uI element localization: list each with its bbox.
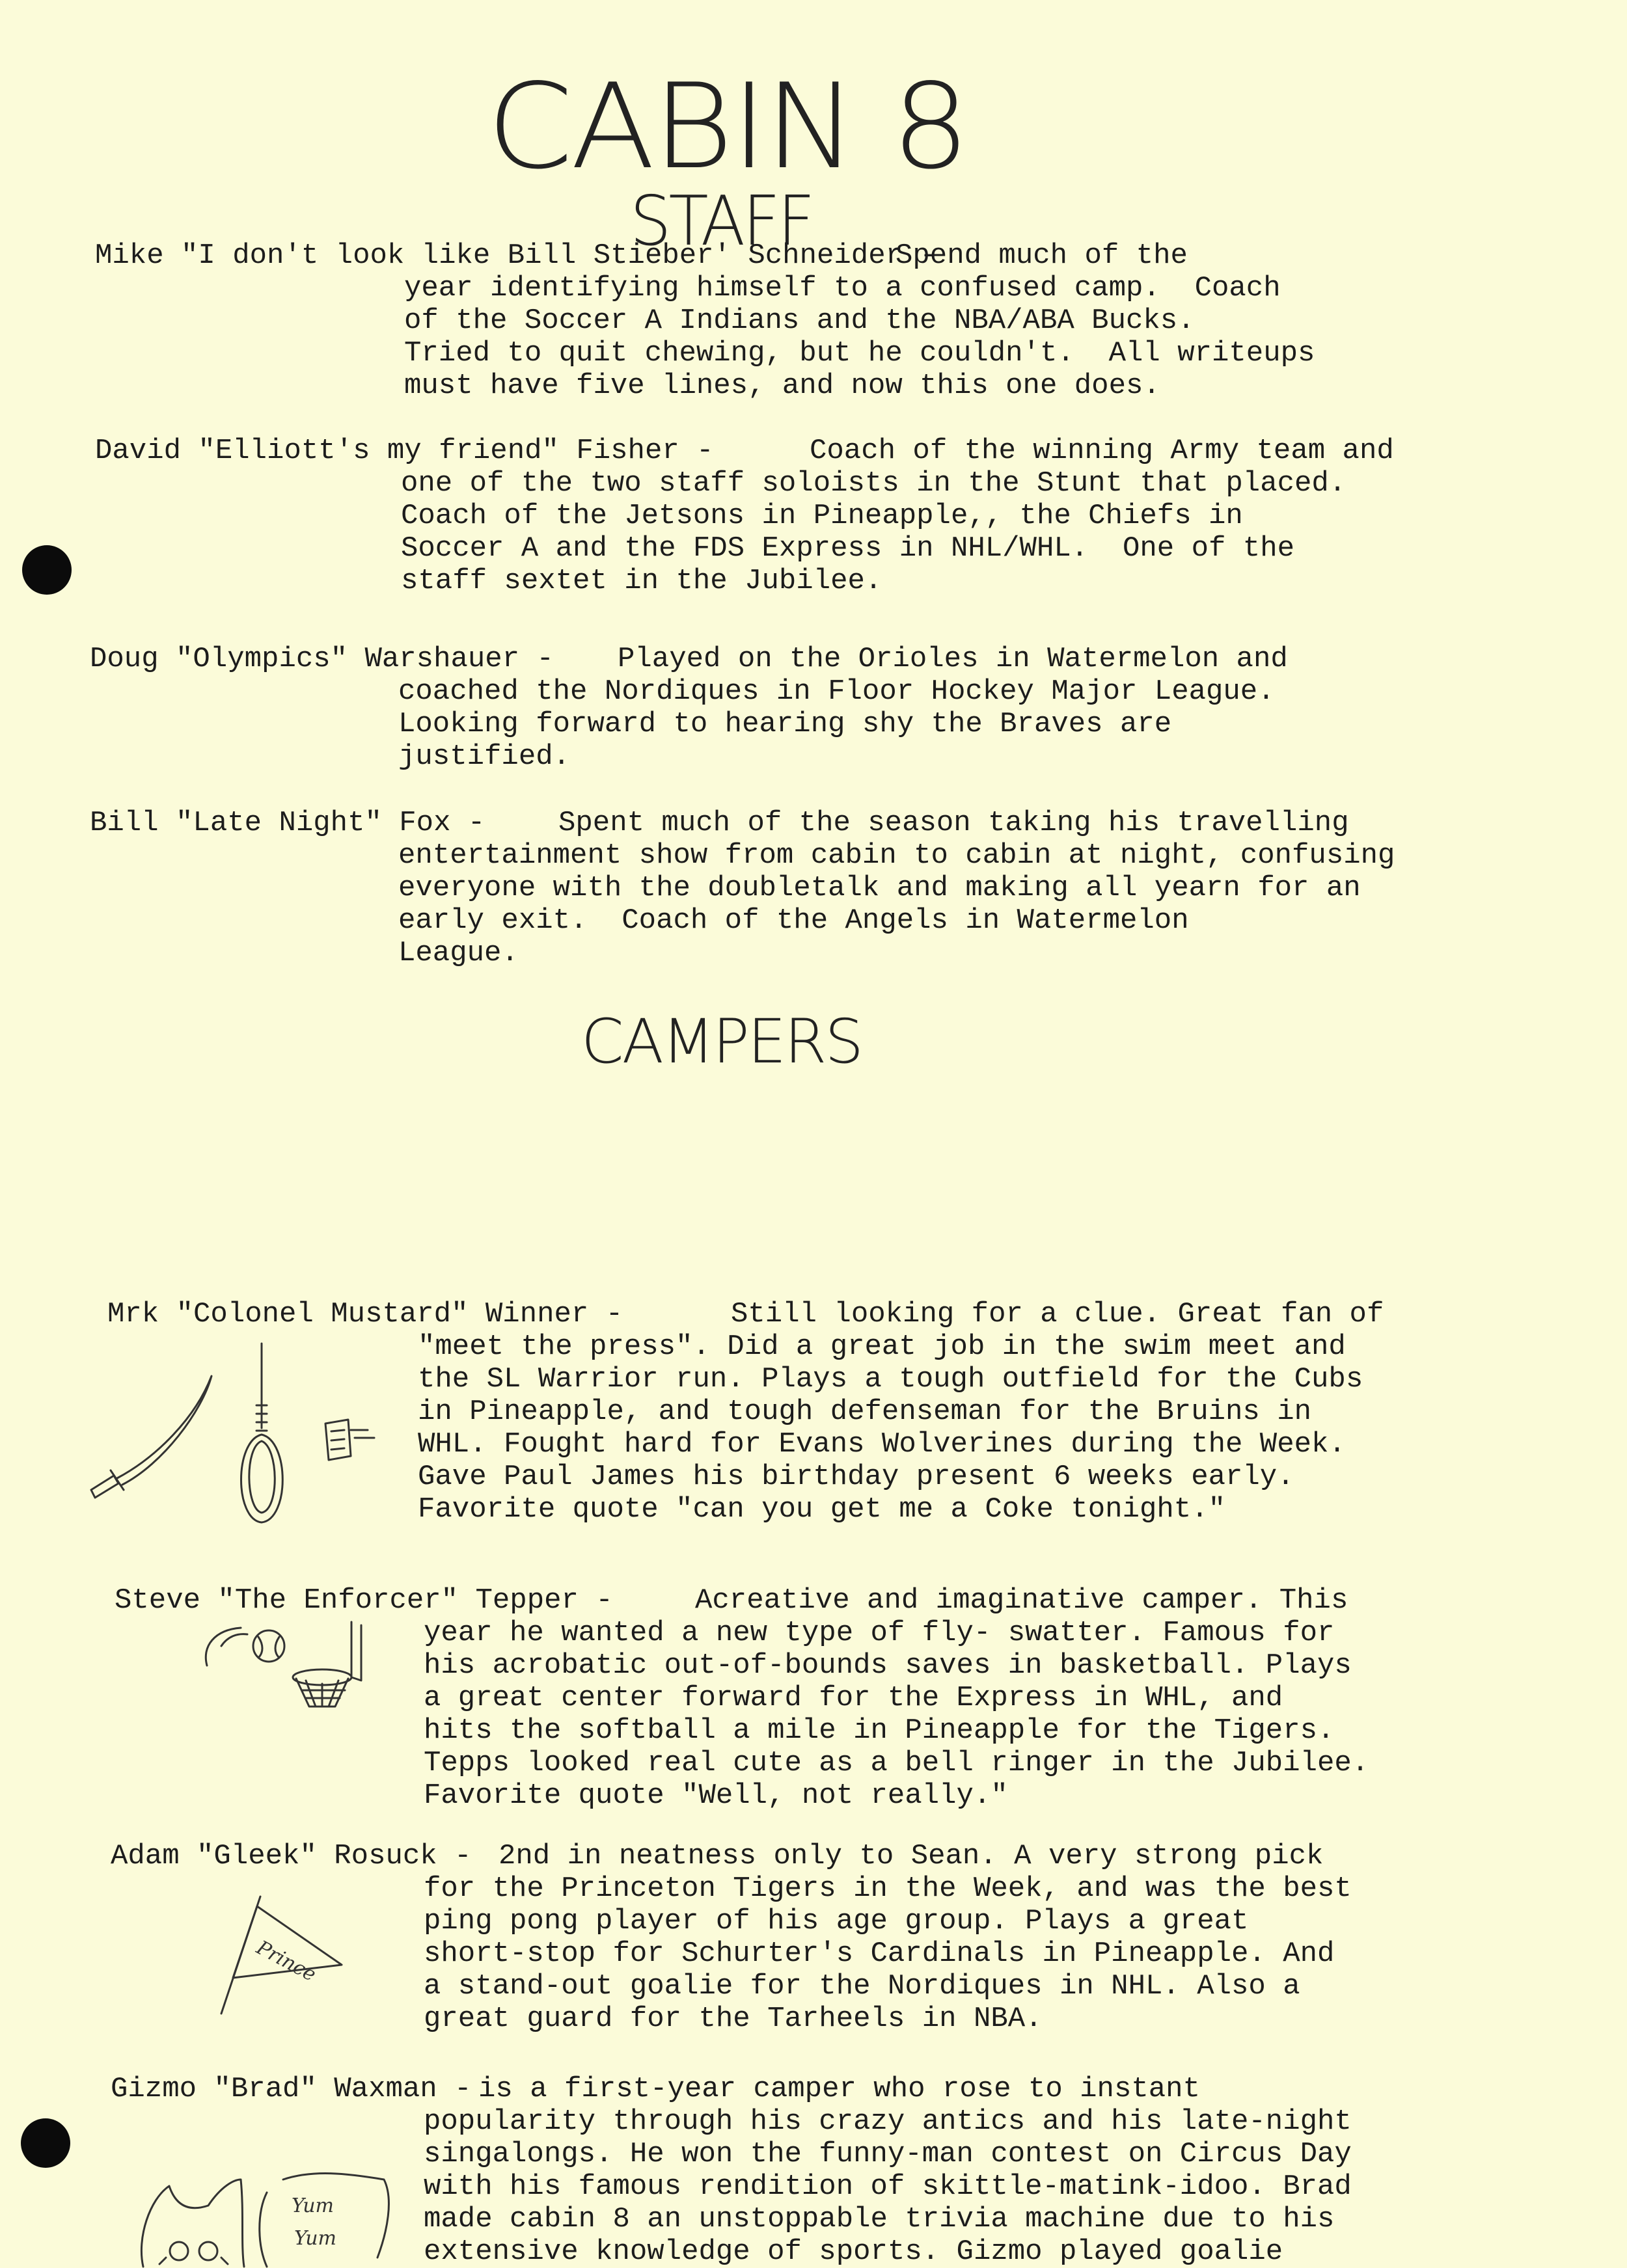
camper-desc-first-line: Still looking for a clue. Great fan of — [731, 1298, 1384, 1330]
staff-desc-line: League. — [398, 937, 519, 969]
staff-desc-line: one of the two staff soloists in the Stunt that placed. — [401, 467, 1347, 500]
camper-desc-line: with his famous rendition of skittle-matink-idoo. Brad — [424, 2170, 1352, 2203]
camper-desc-first-line: is a first-year camper who rose to instant — [478, 2073, 1200, 2105]
camper-desc-line: short-stop for Schurter's Cardinals in Pineapple. And — [424, 1937, 1335, 1970]
staff-desc-line: justified. — [398, 740, 571, 773]
camper-desc-line: hits the softball a mile in Pineapple for the Tigers. — [424, 1714, 1335, 1747]
staff-desc-line: Coach of the Jetsons in Pineapple,, the Chiefs in — [401, 500, 1243, 532]
staff-desc-line: staff sextet in the Jubilee. — [401, 565, 882, 597]
yum-text: Yum — [292, 2194, 334, 2217]
staff-desc-line: early exit. Coach of the Angels in Watermelon — [398, 904, 1189, 937]
camper-desc-line: WHL. Fought hard for Evans Wolverines during the Week. — [418, 1428, 1346, 1461]
softball-sketch-icon — [249, 1627, 288, 1666]
cartoon-face-sketch-icon — [130, 2160, 403, 2267]
camper-desc-line: "meet the press". Did a great job in the swim meet and — [418, 1330, 1346, 1363]
camper-desc-line: his acrobatic out-of-bounds saves in basketball. Plays — [424, 1649, 1352, 1682]
staff-name: Bill "Late Night" Fox - — [90, 807, 485, 839]
staff-desc-line: Looking forward to hearing shy the Braves are — [398, 708, 1172, 740]
cabin-title: CABIN 8 — [487, 58, 968, 195]
princeton-pennant-sketch-icon — [195, 1887, 364, 2017]
staff-desc-line: must have five lines, and now this one does. — [404, 370, 1160, 402]
knife-sketch-icon — [85, 1373, 228, 1503]
staff-desc-line: Soccer A and the FDS Express in NHL/WHL. One of the — [401, 532, 1295, 565]
staff-title: STAFF — [630, 181, 813, 262]
camper-desc-line: Favorite quote "can you get me a Coke tonight." — [418, 1493, 1226, 1526]
camper-name: Steve "The Enforcer" Tepper - — [115, 1584, 613, 1617]
camper-desc-line: extensive knowledge of sports. Gizmo played goalie — [424, 2235, 1283, 2268]
camper-desc-line: for the Princeton Tigers in the Week, and was the best — [424, 1872, 1352, 1905]
camper-name: Gizmo "Brad" Waxman - — [111, 2073, 472, 2105]
staff-desc-line: year identifying himself to a confused camp. Coach — [404, 272, 1281, 304]
staff-name: David "Elliott's my friend" Fisher - — [95, 435, 714, 467]
noose-sketch-icon — [228, 1343, 299, 1532]
camper-desc-line: made cabin 8 an unstoppable trivia machine due to his — [424, 2203, 1335, 2235]
camper-desc-line: ping pong player of his age group. Plays a great — [424, 1905, 1249, 1937]
binder-hole-bottom — [21, 2118, 70, 2168]
camper-desc-first-line: 2nd in neatness only to Sean. A very strong pick — [499, 1840, 1324, 1872]
camper-desc-line: great guard for the Tarheels in NBA. — [424, 2003, 1043, 2035]
staff-desc-first-line: Spent much of the season taking his travelling — [558, 807, 1349, 839]
camper-desc-line: singalongs. He won the funny-man contest on Circus Day — [424, 2138, 1352, 2170]
camper-name: Mrk "Colonel Mustard" Winner - — [107, 1298, 623, 1330]
staff-name: Doug "Olympics" Warshauer - — [90, 643, 554, 675]
staff-desc-line: entertainment show from cabin to cabin at night, confusing — [398, 839, 1395, 872]
camper-name: Adam "Gleek" Rosuck - — [111, 1840, 472, 1872]
staff-desc-line: coached the Nordiques in Floor Hockey Major League. — [398, 675, 1275, 708]
campers-title: CAMPERS — [581, 1006, 862, 1077]
camper-desc-line: popularity through his crazy antics and his late-night — [424, 2105, 1352, 2138]
staff-desc-first-line: Spend much of the — [896, 239, 1188, 272]
binder-hole-top — [22, 545, 72, 595]
staff-name: Mike "I don't look like Bill Stieber' Schneider - — [95, 239, 937, 272]
camper-desc-line: Gave Paul James his birthday present 6 weeks early. — [418, 1461, 1294, 1493]
camper-desc-line: a great center forward for the Express in WHL, and — [424, 1682, 1283, 1714]
camper-desc-line: Tepps looked real cute as a bell ringer in the Jubilee. — [424, 1747, 1369, 1779]
pennant-text: Prince — [253, 1936, 320, 1987]
staff-desc-first-line: Played on the Orioles in Watermelon and — [618, 643, 1288, 675]
staff-desc-line: of the Soccer A Indians and the NBA/ABA Bucks. — [404, 304, 1195, 337]
mustard-bottle-sketch-icon — [322, 1411, 394, 1469]
staff-desc-first-line: Coach of the winning Army team and — [810, 435, 1394, 467]
camper-desc-line: Favorite quote "Well, not really." — [424, 1779, 1008, 1812]
basketball-hoop-sketch-icon — [286, 1619, 371, 1716]
camper-desc-line: the SL Warrior run. Plays a tough outfield for the Cubs — [418, 1363, 1363, 1396]
staff-desc-line: Tried to quit chewing, but he couldn't. All writeups — [404, 337, 1315, 370]
camper-desc-line: a stand-out goalie for the Nordiques in NHL. Also a — [424, 1970, 1300, 2003]
camper-desc-line: in Pineapple, and tough defenseman for the Bruins in — [418, 1396, 1312, 1428]
staff-desc-line: everyone with the doubletalk and making all yearn for an — [398, 872, 1361, 904]
camper-desc-first-line: Acreative and imaginative camper. This — [695, 1584, 1348, 1617]
camper-desc-line: year he wanted a new type of fly- swatter. Famous for — [424, 1617, 1335, 1649]
yum-text: Yum — [294, 2227, 336, 2250]
